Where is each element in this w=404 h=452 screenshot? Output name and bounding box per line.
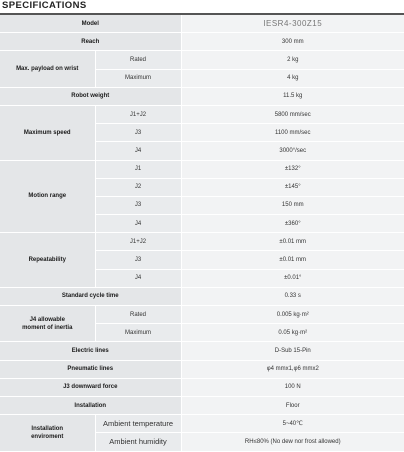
force-label: J3 downward force bbox=[0, 378, 181, 396]
speed-label: Maximum speed bbox=[0, 105, 95, 160]
payload-max-value: 4 kg bbox=[181, 69, 404, 87]
table-row bbox=[0, 306, 404, 324]
inertia-label-line1: J4 allowable bbox=[29, 316, 65, 323]
motion-label: Motion range bbox=[0, 160, 95, 233]
motion-sub-j2: J2 bbox=[95, 178, 181, 196]
speed-value-j3: 1100 mm/sec bbox=[181, 124, 404, 142]
weight-label: Robot weight bbox=[0, 87, 181, 105]
repeat-sub-j4: J4 bbox=[95, 269, 181, 287]
table-row bbox=[0, 396, 404, 414]
motion-value-j4: ±360° bbox=[181, 215, 404, 233]
speed-value-j4: 3000°/sec bbox=[181, 142, 404, 160]
page-title: SPECIFICATIONS bbox=[2, 0, 87, 11]
motion-value-j2: ±145° bbox=[181, 178, 404, 196]
electric-label: Electric lines bbox=[0, 342, 181, 360]
table-row bbox=[0, 51, 404, 69]
repeat-label: Repeatability bbox=[0, 233, 95, 288]
inertia-rated-label: Rated bbox=[95, 306, 181, 324]
payload-rated-label: Rated bbox=[95, 51, 181, 69]
inertia-rated-value: 0.005 kg·m² bbox=[181, 306, 404, 324]
installation-value: Floor bbox=[181, 396, 404, 414]
motion-value-j1: ±132° bbox=[181, 160, 404, 178]
env-temp-label: Ambient temperature bbox=[95, 415, 181, 433]
table-row bbox=[0, 233, 404, 251]
table-row bbox=[0, 15, 404, 33]
env-hum-value: RH≤80% (No dew nor frost allowed) bbox=[181, 433, 404, 451]
env-hum-label: Ambient humidity bbox=[95, 433, 181, 451]
table-row bbox=[0, 360, 404, 378]
installation-label: Installation bbox=[0, 396, 181, 414]
table-row bbox=[0, 378, 404, 396]
spec-table bbox=[0, 15, 404, 452]
motion-sub-j1: J1 bbox=[95, 160, 181, 178]
pneumatic-value: φ4 mmx1,φ6 mmx2 bbox=[181, 360, 404, 378]
electric-value: D-Sub 15-Pin bbox=[181, 342, 404, 360]
reach-value: 300 mm bbox=[181, 33, 404, 51]
model-label: Model bbox=[0, 15, 181, 33]
motion-sub-j3: J3 bbox=[95, 196, 181, 214]
table-row bbox=[0, 87, 404, 105]
repeat-value-j1j2: ±0.01 mm bbox=[181, 233, 404, 251]
speed-sub-j4: J4 bbox=[95, 142, 181, 160]
table-row bbox=[0, 287, 404, 305]
env-temp-value: 5~40℃ bbox=[181, 415, 404, 433]
inertia-label bbox=[0, 306, 95, 342]
weight-value: 11.5 kg bbox=[181, 87, 404, 105]
cycle-value: 0.33 s bbox=[181, 287, 404, 305]
payload-rated-value: 2 kg bbox=[181, 51, 404, 69]
speed-sub-j3: J3 bbox=[95, 124, 181, 142]
table-row bbox=[0, 33, 404, 51]
motion-value-j3: 150 mm bbox=[181, 196, 404, 214]
cycle-label: Standard cycle time bbox=[0, 287, 181, 305]
inertia-max-label: Maximum bbox=[95, 324, 181, 342]
speed-value-j1j2: 5800 mm/sec bbox=[181, 105, 404, 123]
inertia-label-line2: moment of inertia bbox=[22, 324, 73, 331]
env-label bbox=[0, 415, 95, 451]
inertia-max-value: 0.05 kg·m² bbox=[181, 324, 404, 342]
table-row bbox=[0, 342, 404, 360]
table-row bbox=[0, 415, 404, 433]
motion-sub-j4: J4 bbox=[95, 215, 181, 233]
table-row bbox=[0, 160, 404, 178]
payload-max-label: Maximum bbox=[95, 69, 181, 87]
pneumatic-label: Pneumatic lines bbox=[0, 360, 181, 378]
model-value: IESR4-300Z15 bbox=[181, 15, 404, 33]
env-label-line1: Installation bbox=[31, 425, 64, 432]
table-row bbox=[0, 105, 404, 123]
repeat-sub-j3: J3 bbox=[95, 251, 181, 269]
env-label-line2: enviroment bbox=[31, 433, 64, 440]
repeat-value-j4: ±0.01° bbox=[181, 269, 404, 287]
speed-sub-j1j2: J1+J2 bbox=[95, 105, 181, 123]
repeat-sub-j1j2: J1+J2 bbox=[95, 233, 181, 251]
payload-label: Max. payload on wrist bbox=[0, 51, 95, 87]
force-value: 100 N bbox=[181, 378, 404, 396]
reach-label: Reach bbox=[0, 33, 181, 51]
repeat-value-j3: ±0.01 mm bbox=[181, 251, 404, 269]
